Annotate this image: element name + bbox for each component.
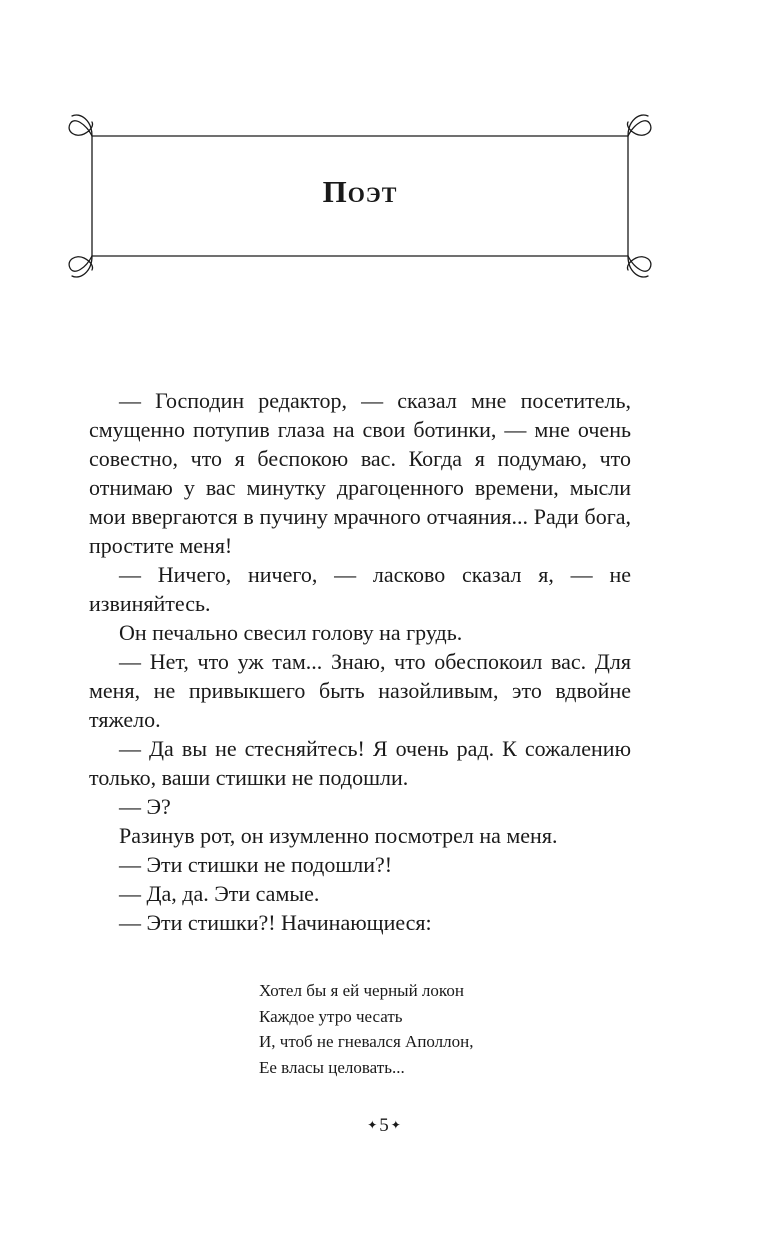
poem-line: И, чтоб не гневался Аполлон, bbox=[259, 1032, 474, 1051]
poem-line: Ее власы целовать... bbox=[259, 1057, 405, 1077]
right-ornament-icon: ✦ bbox=[390, 1118, 401, 1132]
paragraph: — Нет, что уж там... Знаю, что обеспокоил вас. Для меня, не привыкшего быть назойливым, это вдвойне тяжело. bbox=[89, 649, 631, 732]
poem-line: Хотел бы я ей черный локон bbox=[259, 981, 464, 1000]
paragraph: — Господин редактор, — сказал мне посетитель, смущенно потупив глаза на свои ботинки, — мне очень совестно, что я беспокою вас. Когда я подумаю, что отнимаю у вас минутку драгоценного времени, мысли мои ввергаются в пучину мрачного отчаяния... Ради бога, простите меня! bbox=[89, 388, 631, 558]
paragraph: — Э? bbox=[119, 794, 171, 819]
chapter-title: Поэт bbox=[322, 174, 398, 209]
paragraph: — Эти стишки?! Начинающиеся: bbox=[119, 910, 432, 935]
paragraph: — Ничего, ничего, — ласково сказал я, — не извиняйтесь. bbox=[89, 562, 631, 616]
chapter-title-frame bbox=[64, 110, 656, 282]
poem-line: Каждое утро чесать bbox=[259, 1006, 403, 1026]
story-text bbox=[89, 386, 631, 937]
paragraph: Он печально свесил голову на грудь. bbox=[119, 620, 463, 645]
page-number: 5 bbox=[379, 1115, 389, 1136]
poem-quote bbox=[259, 978, 474, 1080]
paragraph: — Да, да. Эти самые. bbox=[119, 881, 320, 906]
paragraph: Разинув рот, он изумленно посмотрел на меня. bbox=[119, 823, 558, 848]
page-number-footer bbox=[0, 1112, 768, 1139]
paragraph: — Эти стишки не подошли?! bbox=[119, 852, 393, 877]
left-ornament-icon: ✦ bbox=[367, 1118, 378, 1132]
paragraph: — Да вы не стесняйтесь! Я очень рад. К сожалению только, ваши стишки не подошли. bbox=[89, 736, 631, 790]
